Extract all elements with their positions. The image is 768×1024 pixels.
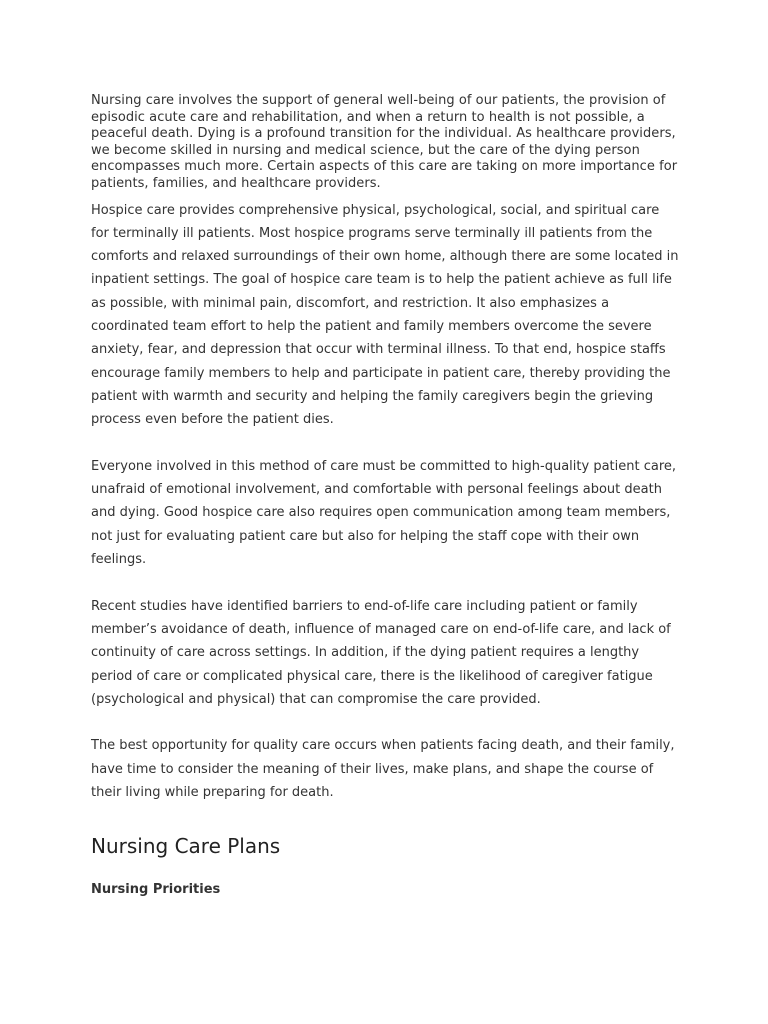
opportunity-paragraph: The best opportunity for quality care occurs when patients facing death, and their family, have time to consider the meaning of their lives, make plans, and shape the course of their living while preparing for death. bbox=[91, 738, 675, 800]
barriers-paragraph: Recent studies have identified barriers to end-of-life care including patient or family member’s avoidance of death, influence of managed care on end-of-life care, and lack of continuity of care across settings. In addition, if the dying patient requires a lengthy period of care or complicated physical care, there is the likelihood of caregiver fatigue (psychological and physical) that can compromise the care provided. bbox=[91, 598, 671, 707]
section-heading: Nursing Care Plans bbox=[91, 834, 281, 859]
hospice-care-paragraph: Hospice care provides comprehensive physical, psychological, social, and spiritual care for terminally ill patients. Most hospice programs serve terminally ill patients from the comforts and relaxed surroundings of their own home, although there are some located in inpatient settings. The goal of hospice care team is to help the patient achieve as full life as possible, with minimal pain, discomfort, and restriction. It also emphasizes a coordinated team effort to help the patient and family members overcome the severe anxiety, fear, and depression that occur with terminal illness. To that end, hospice staffs encourage family members to help and participate in patient care, thereby providing the patient with warmth and security and helping the family caregivers begin the grieving process even before the patient dies. bbox=[91, 202, 679, 428]
intro-paragraph: Nursing care involves the support of general well-being of our patients, the provision of episodic acute care and rehabilitation, and when a return to health is not possible, a peaceful death. Dying is a profound transition for the individual. As healthcare providers, we become skilled in nursing and medical science, but the care of the dying person encompasses much more. Certain aspects of this care are taking on more importance for patients, families, and healthcare providers. bbox=[91, 93, 678, 191]
commitment-paragraph: Everyone involved in this method of care must be committed to high-quality patient care, unafraid of emotional involvement, and comfortable with personal feelings about death and dying. Good hospice care also requires open communication among team members, not just for evaluating patient care but also for helping the staff cope with their own feelings. bbox=[91, 458, 677, 568]
section-subheading: Nursing Priorities bbox=[91, 882, 221, 898]
document-page bbox=[91, 93, 681, 900]
